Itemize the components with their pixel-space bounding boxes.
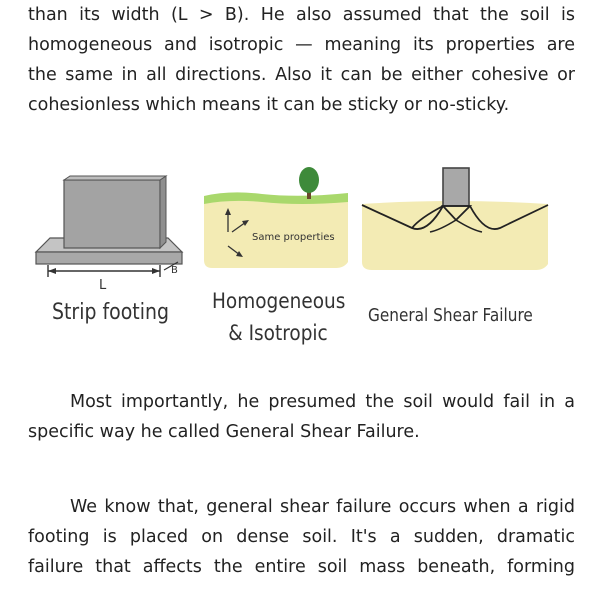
strip-footing-illustration xyxy=(36,176,182,293)
dimension-L-label: L xyxy=(99,278,107,293)
footing-wall xyxy=(64,180,160,248)
text-line: cohesionless which means it can be sticky or no-sticky. xyxy=(28,95,510,115)
homogeneous-caption xyxy=(212,285,344,349)
text-line: than its width (L > B). He also assumed that the soil is xyxy=(28,5,575,25)
strip-footing-caption: Strip footing xyxy=(52,300,169,325)
footing-wall-side xyxy=(160,176,166,248)
text-line: Most importantly, he presumed the soil would fail in a xyxy=(70,392,575,412)
paragraph-general-shear xyxy=(28,387,575,447)
tree-icon xyxy=(299,167,319,193)
soil-block xyxy=(362,201,548,270)
shear-failure-caption: General Shear Failure xyxy=(368,305,533,326)
same-properties-label: Same properties xyxy=(252,232,335,243)
paragraph-assumptions xyxy=(28,0,575,120)
text-line: footing is placed on dense soil. It's a sudden, dramatic xyxy=(28,527,575,547)
footing-base-front xyxy=(36,252,182,264)
homogeneous-caption-line1: Homogeneous xyxy=(212,289,346,313)
dimension-B-label: B xyxy=(171,265,178,276)
footing-wall-top xyxy=(64,176,166,180)
shear-failure-illustration xyxy=(362,168,548,270)
text-line: the same in all directions. Also it can be either cohesive or xyxy=(28,65,575,85)
homogeneous-soil-illustration xyxy=(204,167,348,268)
paragraph-shear-explanation xyxy=(28,492,575,582)
text-line: specific way he called General Shear Failure. xyxy=(28,422,420,442)
text-line: homogeneous and isotropic — meaning its properties are xyxy=(28,35,575,55)
homogeneous-caption-line2: & Isotropic xyxy=(228,321,328,345)
footing-column xyxy=(443,168,469,206)
text-line: We know that, general shear failure occurs when a rigid xyxy=(70,497,575,517)
text-line: failure that affects the entire soil mass beneath, forming xyxy=(28,557,575,577)
